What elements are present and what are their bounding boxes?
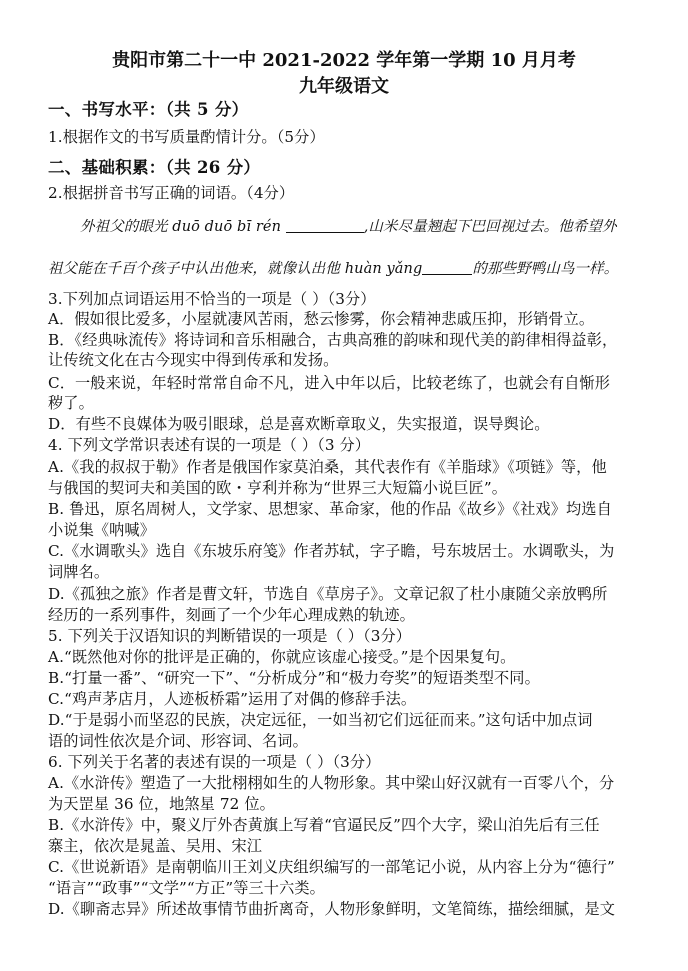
question-5-option-a: A.“既然他对你的批评是正确的，你就应该虚心接受。”是个因果复句。 <box>48 648 516 666</box>
question-4-option-a-cont: 与俄国的契诃夫和美国的欧・亨利并称为“世界三大短篇小说巨匠”。 <box>48 479 508 497</box>
question-3-option-c: C．一般来说，年轻时常常自命不凡，进入中年以后，比较老练了，也就会有自惭形 <box>48 374 611 392</box>
question-3-prompt: 3.下列加点词语运用不恰当的一项是（ ）（3分） <box>48 290 376 308</box>
question-6-option-b: B.《水浒传》中，聚义厅外杏黄旗上写着“官逼民反”四个大字，梁山泊先后有三任 <box>48 816 600 834</box>
section-2-heading: 二、基础积累：（共 26 分） <box>48 158 261 177</box>
question-3-option-b: B．《经典咏流传》将诗词和音乐相融合，古典高雅的韵味和现代美的韵律相得益彰， <box>48 331 618 349</box>
question-5-option-d-cont: 语的词性依次是介词、形容词、名词。 <box>48 732 308 750</box>
question-2-passage-line-2 <box>48 258 648 280</box>
question-5-option-d: D.“于是弱小而坚忍的民族，决定远征，一如当初它们远征而来。”这句话中加点词 <box>48 711 593 729</box>
question-6-option-c-cont: “语言”“政事”“文学”“方正”等三十六类。 <box>48 879 325 897</box>
question-5-option-b: B.“打量一番”、“研究一下”、“分析成分”和“极力夸奖”的短语类型不同。 <box>48 669 540 687</box>
exam-subtitle: 九年级语文 <box>299 76 389 97</box>
question-4-option-d: D.《孤独之旅》作者是曹文轩，节选自《草房子》。文章记叙了杜小康随父亲放鸭所 <box>48 585 608 603</box>
question-6-prompt: 6. 下列关于名著的表述有误的一项是（ ）（3分） <box>48 753 381 771</box>
question-6-option-d: D.《聊斋志异》所述故事情节曲折离奇，人物形象鲜明，文笔简练，描绘细腻，是文 <box>48 900 616 918</box>
section-1-heading: 一、书写水平：（共 5 分） <box>48 100 249 119</box>
answer-blank[interactable] <box>422 260 472 275</box>
answer-blank[interactable] <box>286 218 364 233</box>
question-4-prompt: 4. 下列文学常识表述有误的一项是（ ）（3 分） <box>48 436 371 454</box>
question-4-option-a: A.《我的叔叔于勒》作者是俄国作家莫泊桑，其代表作有《羊脂球》《项链》等，他 <box>48 458 607 476</box>
question-2-passage-line-1 <box>80 216 680 238</box>
question-4-option-d-cont: 经历的一系列事件，刻画了一个少年心理成熟的轨迹。 <box>48 606 415 624</box>
passage-text: ,山米尽量翘起下巴回视过去。他希望外 <box>363 219 617 235</box>
question-4-option-c-cont: 词牌名。 <box>48 563 110 581</box>
passage-text: 的那些野鸭山鸟一样。 <box>472 261 619 277</box>
question-3-option-b-cont: 让传统文化在古今现实中得到传承和发扬。 <box>48 351 339 369</box>
question-6-option-b-cont: 寨主，依次是晁盖、吴用、宋江 <box>48 837 263 855</box>
question-5-option-c: C.“鸡声茅店月，人迹板桥霜”运用了对偶的修辞手法。 <box>48 690 417 708</box>
question-3-option-c-cont: 秽了。 <box>48 394 94 412</box>
passage-text: 外祖父的眼光 duō duō bī rén <box>80 219 286 235</box>
question-2-prompt: 2.根据拼音书写正确的词语。（4分） <box>48 184 295 202</box>
question-4-option-c: C.《水调歌头》选自《东坡乐府笺》作者苏轼，字子瞻，号东坡居士。水调歌头，为 <box>48 542 615 560</box>
question-4-option-b: B. 鲁迅，原名周树人，文学家、思想家、革命家，他的作品《故乡》《社戏》均选自 <box>48 500 612 518</box>
question-3-option-d: D．有些不良媒体为吸引眼球，总是喜欢断章取义，失实报道，误导舆论。 <box>48 415 550 433</box>
passage-text: 祖父能在千百个孩子中认出他来，就像认出他 huàn yǎng <box>48 261 423 277</box>
question-3-option-a: A．假如很比爱多，小屋就凄风苦雨，愁云惨雾，你会精神悲戚压抑，形销骨立。 <box>48 310 595 328</box>
question-6-option-a-cont: 为天罡星 36 位，地煞星 72 位。 <box>48 795 275 813</box>
exam-title: 贵阳市第二十一中 2021-2022 学年第一学期 10 月月考 <box>112 50 576 71</box>
question-4-option-b-cont: 小说集《呐喊》 <box>48 521 156 539</box>
question-1: 1.根据作文的书写质量酌情计分。（5分） <box>48 128 325 146</box>
question-5-prompt: 5. 下列关于汉语知识的判断错误的一项是（ ）（3分） <box>48 627 412 645</box>
question-6-option-a: A.《水浒传》塑造了一大批栩栩如生的人物形象。其中梁山好汉就有一百零八个，分 <box>48 774 615 792</box>
question-6-option-c: C.《世说新语》是南朝临川王刘义庆组织编写的一部笔记小说，从内容上分为“德行” <box>48 858 615 876</box>
